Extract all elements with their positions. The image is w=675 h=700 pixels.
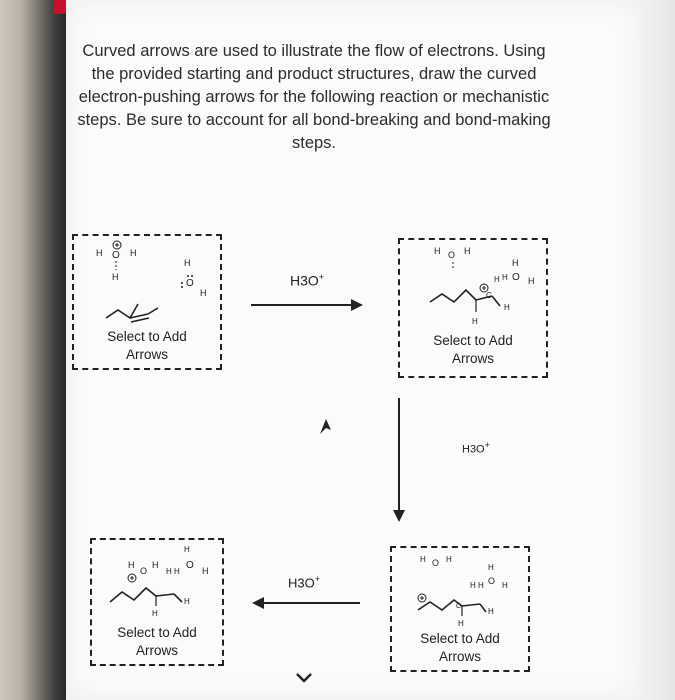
atom-h: H — [494, 275, 500, 284]
reagent-charge: + — [484, 440, 490, 450]
box-label-line2: Arrows — [135, 643, 178, 658]
reagent-formula: H3O — [288, 575, 315, 591]
atom-h: H — [488, 563, 494, 572]
atom-h: H — [434, 246, 441, 256]
atom-o: O — [186, 278, 194, 289]
right-margin — [640, 0, 675, 700]
atom-h: H — [96, 248, 103, 258]
atom-h: H — [174, 567, 180, 576]
arrow-box-step1-start[interactable] — [72, 234, 222, 370]
atom-h: H — [512, 258, 519, 268]
reagent-charge: + — [318, 272, 325, 282]
box-label-line2: Arrows — [125, 347, 168, 362]
atom-o: O — [512, 272, 520, 283]
atom-h: H — [184, 258, 191, 268]
box-label-line1: Select to Add — [117, 625, 197, 640]
atom-h: H — [446, 555, 452, 564]
atom-h: H — [166, 567, 172, 576]
atom-h: H — [458, 619, 464, 628]
reaction-arrow-right — [251, 298, 363, 312]
reaction-arrow-left — [252, 596, 360, 610]
atom-h: H — [152, 560, 159, 570]
box-label-line1: Select to Add — [107, 329, 187, 344]
atom-h: H — [464, 246, 471, 256]
atom-h: H — [200, 288, 207, 298]
atom-c: C — [456, 603, 462, 610]
atom-o: O — [112, 250, 120, 261]
atom-h: H — [152, 609, 158, 618]
atom-h: H — [470, 581, 476, 590]
atom-o: O — [448, 250, 456, 260]
atom-o: O — [140, 566, 148, 576]
atom-o: O — [432, 558, 440, 568]
atom-h: H — [478, 581, 484, 590]
arrow-box-step3-product[interactable] — [90, 538, 224, 666]
instructions-text: Curved arrows are used to illustrate the flow of electrons. Using the provided starting and product structures, draw the curved electron-pushing arrows for the following reaction or mechanistic steps. Be sure to account for all bond-breaking and bond-making steps. — [77, 42, 551, 152]
reagent-formula: H3O — [462, 443, 485, 456]
photo-background-left — [0, 0, 70, 700]
reagent-formula: H3O — [290, 272, 319, 289]
atom-c: C — [486, 291, 492, 300]
atom-h: H — [488, 607, 494, 616]
chevron-down-icon[interactable] — [294, 668, 314, 688]
atom-h: H — [112, 272, 119, 282]
atom-h: H — [184, 545, 190, 554]
atom-h: H — [502, 581, 508, 590]
box-label-line1: Select to Add — [420, 631, 500, 646]
box-label-line2: Arrows — [438, 649, 481, 664]
arrow-box-step1-product[interactable] — [398, 238, 548, 378]
atom-h: H — [502, 273, 508, 282]
atom-h: H — [528, 276, 535, 286]
atom-h: H — [128, 560, 135, 570]
mouse-cursor-icon — [318, 418, 332, 436]
atom-h: H — [420, 555, 426, 564]
box-label-line1: Select to Add — [433, 333, 513, 348]
reagent-charge: + — [314, 574, 320, 584]
box-label-line2: Arrows — [451, 351, 494, 366]
reagent-label-2 — [462, 440, 490, 456]
atom-h: H — [130, 248, 137, 258]
atom-h: H — [202, 566, 209, 576]
question-panel — [66, 0, 641, 700]
reagent-label-1 — [290, 272, 324, 289]
reaction-arrow-down — [392, 398, 406, 524]
atom-h: H — [504, 303, 510, 312]
atom-o: O — [488, 576, 496, 586]
atom-o: O — [186, 560, 194, 571]
arrow-box-step2-product[interactable] — [390, 546, 530, 672]
atom-h: H — [184, 597, 190, 606]
reagent-label-3 — [288, 574, 320, 590]
atom-h: H — [472, 317, 478, 326]
